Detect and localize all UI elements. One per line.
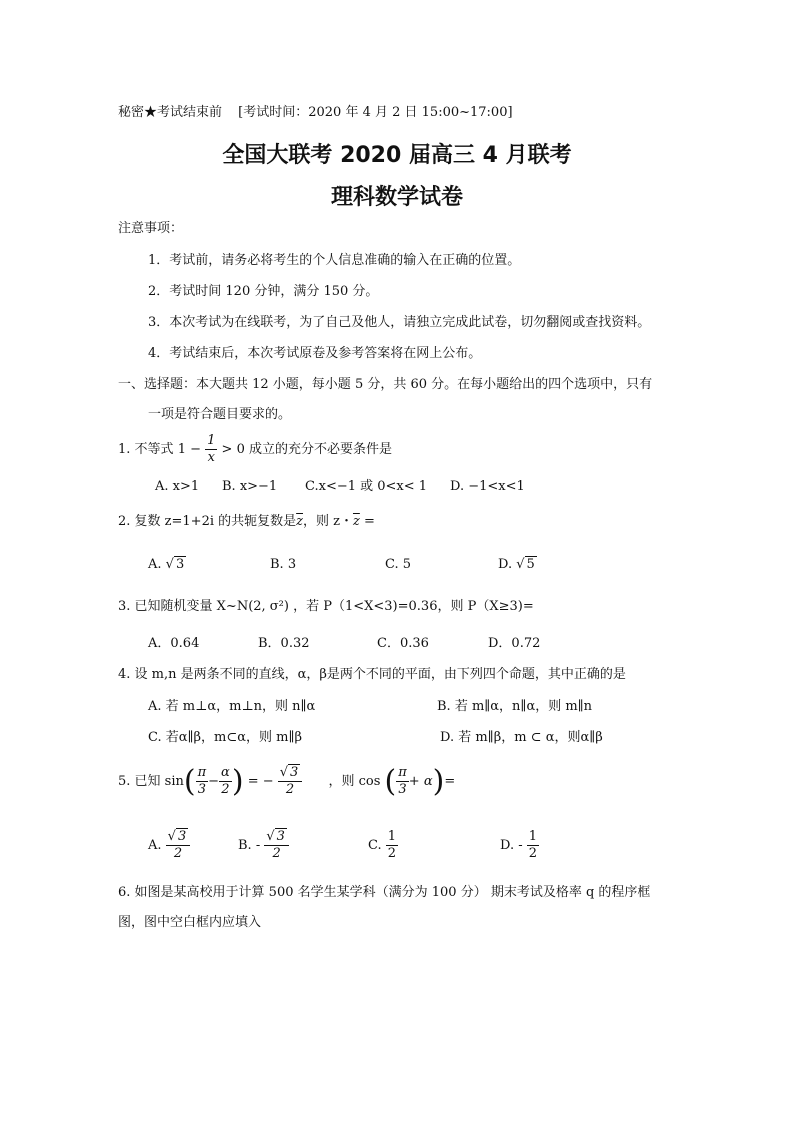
fraction: $\frac{√ 3}{2}$ xyxy=(166,829,191,862)
question-3: 3. 已知随机变量 X~N(2, σ²) ，若 P（1<X<3)=0.36，则 P（X≥3)= xyxy=(118,599,534,614)
fraction: $\frac{1}{x}$ xyxy=(207,433,216,465)
notice-item: 4．考试结束后，本次考试原卷及参考答案将在网上公布。 xyxy=(148,346,482,361)
fraction: $\frac{\pi}{3}$ xyxy=(398,765,407,797)
option-d: D. −1<x<1 xyxy=(450,479,525,494)
fraction: $\frac{1}{2}$ xyxy=(528,829,538,861)
question-6: 6. 如图是某高校用于计算 500 名学生某学科（满分为 100 分） 期末考试及格率 q 的程序框 xyxy=(118,885,651,900)
option-c: C. $\frac{1}{2}$ xyxy=(368,829,397,861)
sqrt-symbol: √ 3 xyxy=(165,557,185,572)
option-b: B. x>−1 xyxy=(222,479,278,494)
option-c: C. 5 xyxy=(385,557,412,572)
fraction: $\frac{√ 3}{2}$ xyxy=(264,829,289,862)
page-subtitle: 理科数学试卷 xyxy=(330,185,463,210)
question-2: 2. 复数 z=1+2i 的共轭复数是$\overline{z}$，则 z・$\overline{z}$ = xyxy=(118,514,375,529)
question-4: 4. 设 m,n 是两条不同的直线，α，β是两个不同的平面，由下列四个命题，其中正确的是 xyxy=(118,667,626,682)
fraction: $\frac{\pi}{3}$ xyxy=(197,765,207,797)
option-d: D．0.72 xyxy=(488,636,541,651)
fraction: $\frac{\alpha}{2}$ xyxy=(221,765,230,797)
confidential-label xyxy=(118,104,513,122)
exam-time: [考试时间：2020 年 4 月 2 日 15:00~17:00] xyxy=(238,105,513,120)
sqrt-symbol: √ xyxy=(266,829,275,844)
option-b: B．0.32 xyxy=(258,636,310,651)
section-heading-cont: 一项是符合题目要求的。 xyxy=(148,407,292,422)
fraction: $\frac{1}{2}$ xyxy=(387,829,397,861)
option-d: D. 若 m∥β，m ⊂ α，则α∥β xyxy=(440,730,603,745)
conjugate-z: $\overline{z}$ xyxy=(296,514,303,529)
conjugate-z: $\overline{z}$ xyxy=(352,514,360,529)
option-c: C.x<−1 或 0<x< 1 xyxy=(305,479,428,494)
question-5: 5. 已知 sin( $\frac{\pi}{3}$ − $\frac{\alpha}{2}$ ) = − $\frac{√ 3}{2}$ ，则 cos ( $\frac{\pi}{3}$ + α)= xyxy=(118,763,456,799)
question-6-cont: 图，图中空白框内应填入 xyxy=(118,915,262,930)
option-d: D. √ 5 xyxy=(498,557,535,572)
option-c: C．0.36 xyxy=(377,636,429,651)
option-a: A. x>1 xyxy=(155,479,200,494)
option-c: C. 若α∥β，m⊂α，则 m∥β xyxy=(148,730,303,745)
secret-text: 秘密★考试结束前 xyxy=(118,105,223,120)
option-b: B. 3 xyxy=(270,557,297,572)
option-a: A．0.64 xyxy=(148,636,200,651)
option-a: A. 若 m⊥α，m⊥n，则 n∥α xyxy=(148,699,316,714)
option-b: B. 若 m∥α，n∥α，则 m∥n xyxy=(437,699,593,714)
notice-heading: 注意事项： xyxy=(118,221,184,236)
section-heading: 一、选择题：本大题共 12 小题，每小题 5 分，共 60 分。在每小题给出的四个选项中，只有 xyxy=(118,377,653,392)
page-title: 全国大联考 2020 届高三 4 月联考 xyxy=(222,143,572,168)
sqrt-symbol: √ xyxy=(279,765,289,780)
notice-item: 3．本次考试为在线联考，为了自己及他人，请独立完成此试卷，切勿翻阅或查找资料。 xyxy=(148,315,651,330)
option-b: B. - $\frac{√ 3}{2}$ xyxy=(238,826,289,866)
option-d: D. - $\frac{1}{2}$ xyxy=(500,829,538,861)
question-1: 1. 不等式 1 − $\frac{1}{x}$ > 0 成立的充分不必要条件是 xyxy=(118,433,392,465)
option-a: A. √ 3 xyxy=(148,557,185,572)
fraction: $\frac{√ 3}{2}$ xyxy=(278,765,303,798)
notice-item: 1．考试前，请务必将考生的个人信息准确的输入在正确的位置。 xyxy=(148,253,521,268)
option-a: A. $\frac{√ 3}{2}$ xyxy=(148,826,190,866)
notice-item: 2．考试时间 120 分钟，满分 150 分。 xyxy=(148,284,379,299)
sqrt-symbol: √ xyxy=(167,829,176,844)
sqrt-symbol: √ 5 xyxy=(516,557,535,572)
